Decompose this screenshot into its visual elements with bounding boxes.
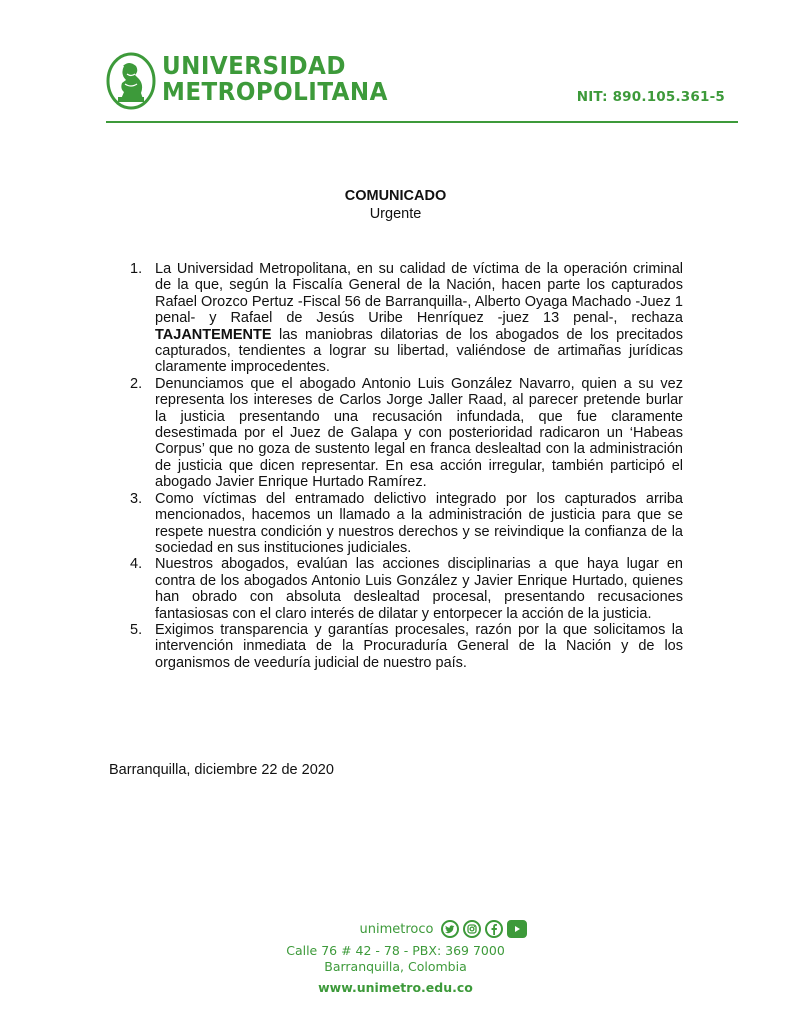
header-divider — [106, 121, 738, 123]
place-and-date: Barranquilla, diciembre 22 de 2020 — [109, 762, 334, 778]
nit-number: NIT: 890.105.361-5 — [576, 89, 725, 105]
statement-list — [130, 261, 683, 671]
page-footer — [0, 918, 791, 995]
brand-line-2: METROPOLITANA — [162, 77, 388, 106]
document-title: COMUNICADO — [344, 188, 447, 204]
item-number: 2. — [130, 375, 143, 392]
instagram-icon[interactable] — [463, 920, 481, 938]
footer-address: Calle 76 # 42 - 78 - PBX: 369 7000 — [286, 943, 505, 958]
item-text: las maniobras dilatorias de los abogados de los precitados capturados, tendientes a lograr su libertad, valiéndose de artimañas jurídicas claramente improcedentes. — [155, 326, 683, 376]
list-item — [130, 375, 683, 491]
item-number: 5. — [130, 621, 143, 638]
twitter-icon[interactable] — [441, 920, 459, 938]
social-handle: unimetroco — [359, 921, 434, 937]
item-number: 3. — [130, 490, 143, 507]
item-number: 1. — [130, 261, 143, 277]
facebook-icon[interactable] — [485, 920, 503, 938]
item-number: 4. — [130, 556, 143, 573]
website-link[interactable]: www.unimetro.edu.co — [318, 980, 473, 995]
item-emphasis: TAJANTEMENTE — [155, 326, 272, 343]
brand-line-1: UNIVERSIDAD — [162, 51, 346, 80]
university-logo — [106, 52, 156, 110]
youtube-icon[interactable] — [507, 920, 527, 938]
document-subtitle: Urgente — [369, 206, 422, 222]
item-text: Como víctimas del entramado delictivo integrado por los capturados arriba mencionados, hacemos un llamado a la administración de justicia para que se respete nuestra condición y nuestros derechos y se reivindique la confianza de la sociedad en sus instituciones judiciales. — [155, 490, 683, 556]
university-name — [162, 53, 388, 105]
item-text: Denunciamos que el abogado Antonio Luis González Navarro, quien a su vez representa los intereses de Carlos Jorge Jaller Raad, al parecer pretende burlar la justicia presentando una recusación infundada, que fue claramente desestimada por el Juez de Galapa y con posterioridad radicaron un ‘Habeas Corpus’ que no goza de sustento legal en franca deslealtad con la administración de justicia que dicen representar. En esa acción irregular, también participó el abogado Javier Enrique Hurtado Ramírez. — [155, 375, 683, 491]
list-item — [130, 621, 683, 671]
item-text: Nuestros abogados, evalúan las acciones disciplinarias a que haya lugar en contra de los abogados Antonio Luis González y Javier Enrique Hurtado, quienes han obrado con absoluta deslealtad procesal, presentando recusaciones fantasiosas con el claro interés de dilatar y entorpecer la acción de la justicia. — [155, 556, 683, 622]
list-item — [130, 556, 683, 622]
list-item — [130, 490, 683, 557]
item-text: La Universidad Metropolitana, en su calidad de víctima de la operación criminal de la que, según la Fiscalía General de la Nación, hacen parte los capturados Rafael Orozco Pertuz -Fiscal 56 de Barranquilla-, Alberto Oyaga Machado -Juez 1 penal- y Rafael de Jesús Uribe Henríquez -juez 13 penal-, rechaza — [155, 261, 683, 327]
list-item — [130, 261, 683, 376]
social-row — [96, 918, 791, 940]
item-text: Exigimos transparencia y garantías procesales, razón por la que solicitamos la intervención inmediata de la Procuraduría General de la Nación y de los organismos de veeduría judicial de nuestro país. — [155, 621, 683, 671]
footer-city: Barranquilla, Colombia — [324, 959, 467, 974]
statue-emblem-icon — [106, 52, 156, 110]
